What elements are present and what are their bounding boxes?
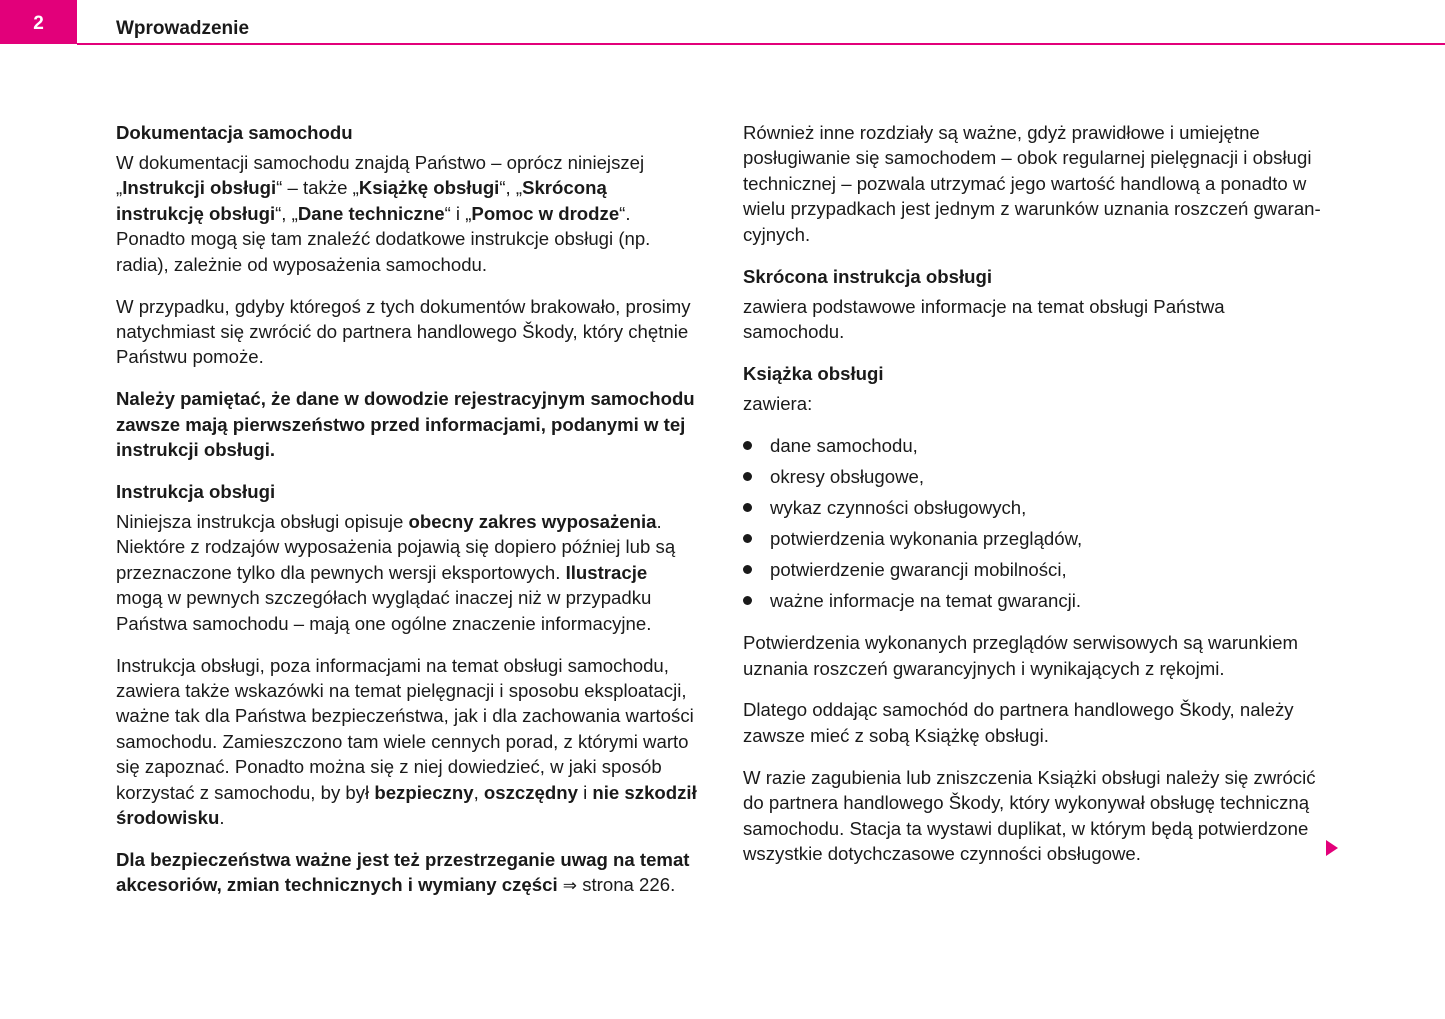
list-item: dane samochodu,	[743, 433, 1328, 458]
section-heading-instrukcja: Instrukcja obsługi	[116, 480, 276, 502]
page-number: 2	[33, 13, 44, 34]
page-reference-arrow-icon: ⇒	[562, 876, 578, 897]
service-book-contents-list	[743, 433, 1328, 614]
list-item: okresy obsługowe,	[743, 464, 1328, 489]
paragraph-bring-service-book: Dlatego oddając samochód do partnera handlowego Škody, należy zawsze mieć z sobą Książkę obsługi.	[743, 699, 1294, 746]
page-number-tab	[0, 0, 77, 44]
page-header	[0, 0, 1445, 46]
paragraph-safety-accessories: Dla bezpieczeństwa ważne jest też przestrzeganie uwag na temat akcesoriów, zmian technicznych i wymiany części ⇒ strona 226.	[116, 848, 690, 897]
page-reference[interactable]: strona 226.	[577, 874, 676, 896]
right-column	[743, 120, 1328, 883]
paragraph-other-chapters: Również inne rozdziały są ważne, gdyż prawidłowe i umiejętne posługiwanie się samochodem – obok regularnej pielęgnacji i obsługi technicznej – pozwala utrzymać jego wartość handlową a ponadto w wielu przypadkach jest jednym z warunków uznania roszczeń gwarancyjnych.	[743, 122, 1321, 245]
paragraph-equipment-scope: Niniejsza instrukcja obsługi opisuje obecny zakres wyposażenia. Niektóre z rodzajów wyposażenia pojawią się dopiero później lub są przeznaczone tylko dla pewnych wersji eksportowych. Ilustracje mogą w pewnych szczegółach wyglądać inaczej niż w przypadku Państwa samochodu – mają one ogólne znaczenie informacyjne.	[116, 510, 676, 634]
list-item: potwierdzenia wykonania przeglądów,	[743, 526, 1328, 551]
paragraph-lost-service-book: W razie zagubienia lub zniszczenia Książki obsługi należy się zwrócić do partnera handlowego Škody, który wykonywał obsługę techniczną samochodu. Stacja ta wystawi duplikat, w którym będą potwierdzone wszystkie dotychczasowe czynności obsługowe.	[743, 766, 1316, 864]
header-divider	[77, 43, 1445, 45]
list-item: ważne informacje na temat gwarancji.	[743, 588, 1328, 613]
paragraph-manual-contents: Instrukcja obsługi, poza informacjami na temat obsługi samochodu, zawiera także wskazówki na temat pielęgnacji i sposobu eksploatacji, ważne tak dla Państwa bezpieczeństwa, jak i dla zachowania wartości samochodu. Zamieszczono tam wiele cennych porad, z którymi warto się zapoznać. Ponadto można się z niej dowiedzieć, w jaki sposób korzystać z samochodu, by był bezpieczny, oszczędny i nie szkodził środowisku.	[116, 654, 697, 828]
list-item: wykaz czynności obsługowych,	[743, 495, 1328, 520]
section-heading-skrocona: Skrócona instrukcja obsługi	[743, 265, 993, 287]
paragraph-documentation: W dokumentacji samochodu znajdą Państwo – oprócz niniejszej „Instrukcji obsługi“ – także „Książkę obsługi“, „Skróconą instrukcję obsługi“, „Dane techniczne“ i „Pomoc w drodze“. Ponadto mogą się tam znaleźć dodatkowe instrukcje obsługi (np. radia), zależnie od wyposażenia samochodu.	[116, 152, 651, 275]
list-item: potwierdzenie gwarancji mobilności,	[743, 557, 1328, 582]
paragraph-registration-note: Należy pamiętać, że dane w dowodzie rejestracyjnym samochodu zawsze mają pierwszeństwo przed informacjami, podanymi w tej instrukcji obsługi.	[116, 388, 695, 461]
paragraph-short-manual: zawiera podstawowe informacje na temat obsługi Państwa samochodu.	[743, 295, 1225, 342]
paragraph-service-book-intro: zawiera:	[743, 392, 813, 414]
chapter-title: Wprowadzenie	[116, 18, 250, 39]
section-heading-dokumentacja: Dokumentacja samochodu	[116, 122, 353, 143]
next-page-arrow-icon[interactable]	[1326, 840, 1338, 856]
paragraph-missing-documents: W przypadku, gdyby któregoś z tych dokumentów brakowało, prosimy natychmiast się zwrócić do partnera handlowego Škody, który chętnie Państwu pomoże.	[116, 295, 691, 368]
paragraph-inspection-confirmations: Potwierdzenia wykonanych przeglądów serwisowych są warunkiem uznania roszczeń gwarancyjnych i wynikających z rękojmi.	[743, 632, 1298, 679]
left-column	[116, 120, 698, 916]
section-heading-ksiazka: Książka obsługi	[743, 362, 884, 384]
